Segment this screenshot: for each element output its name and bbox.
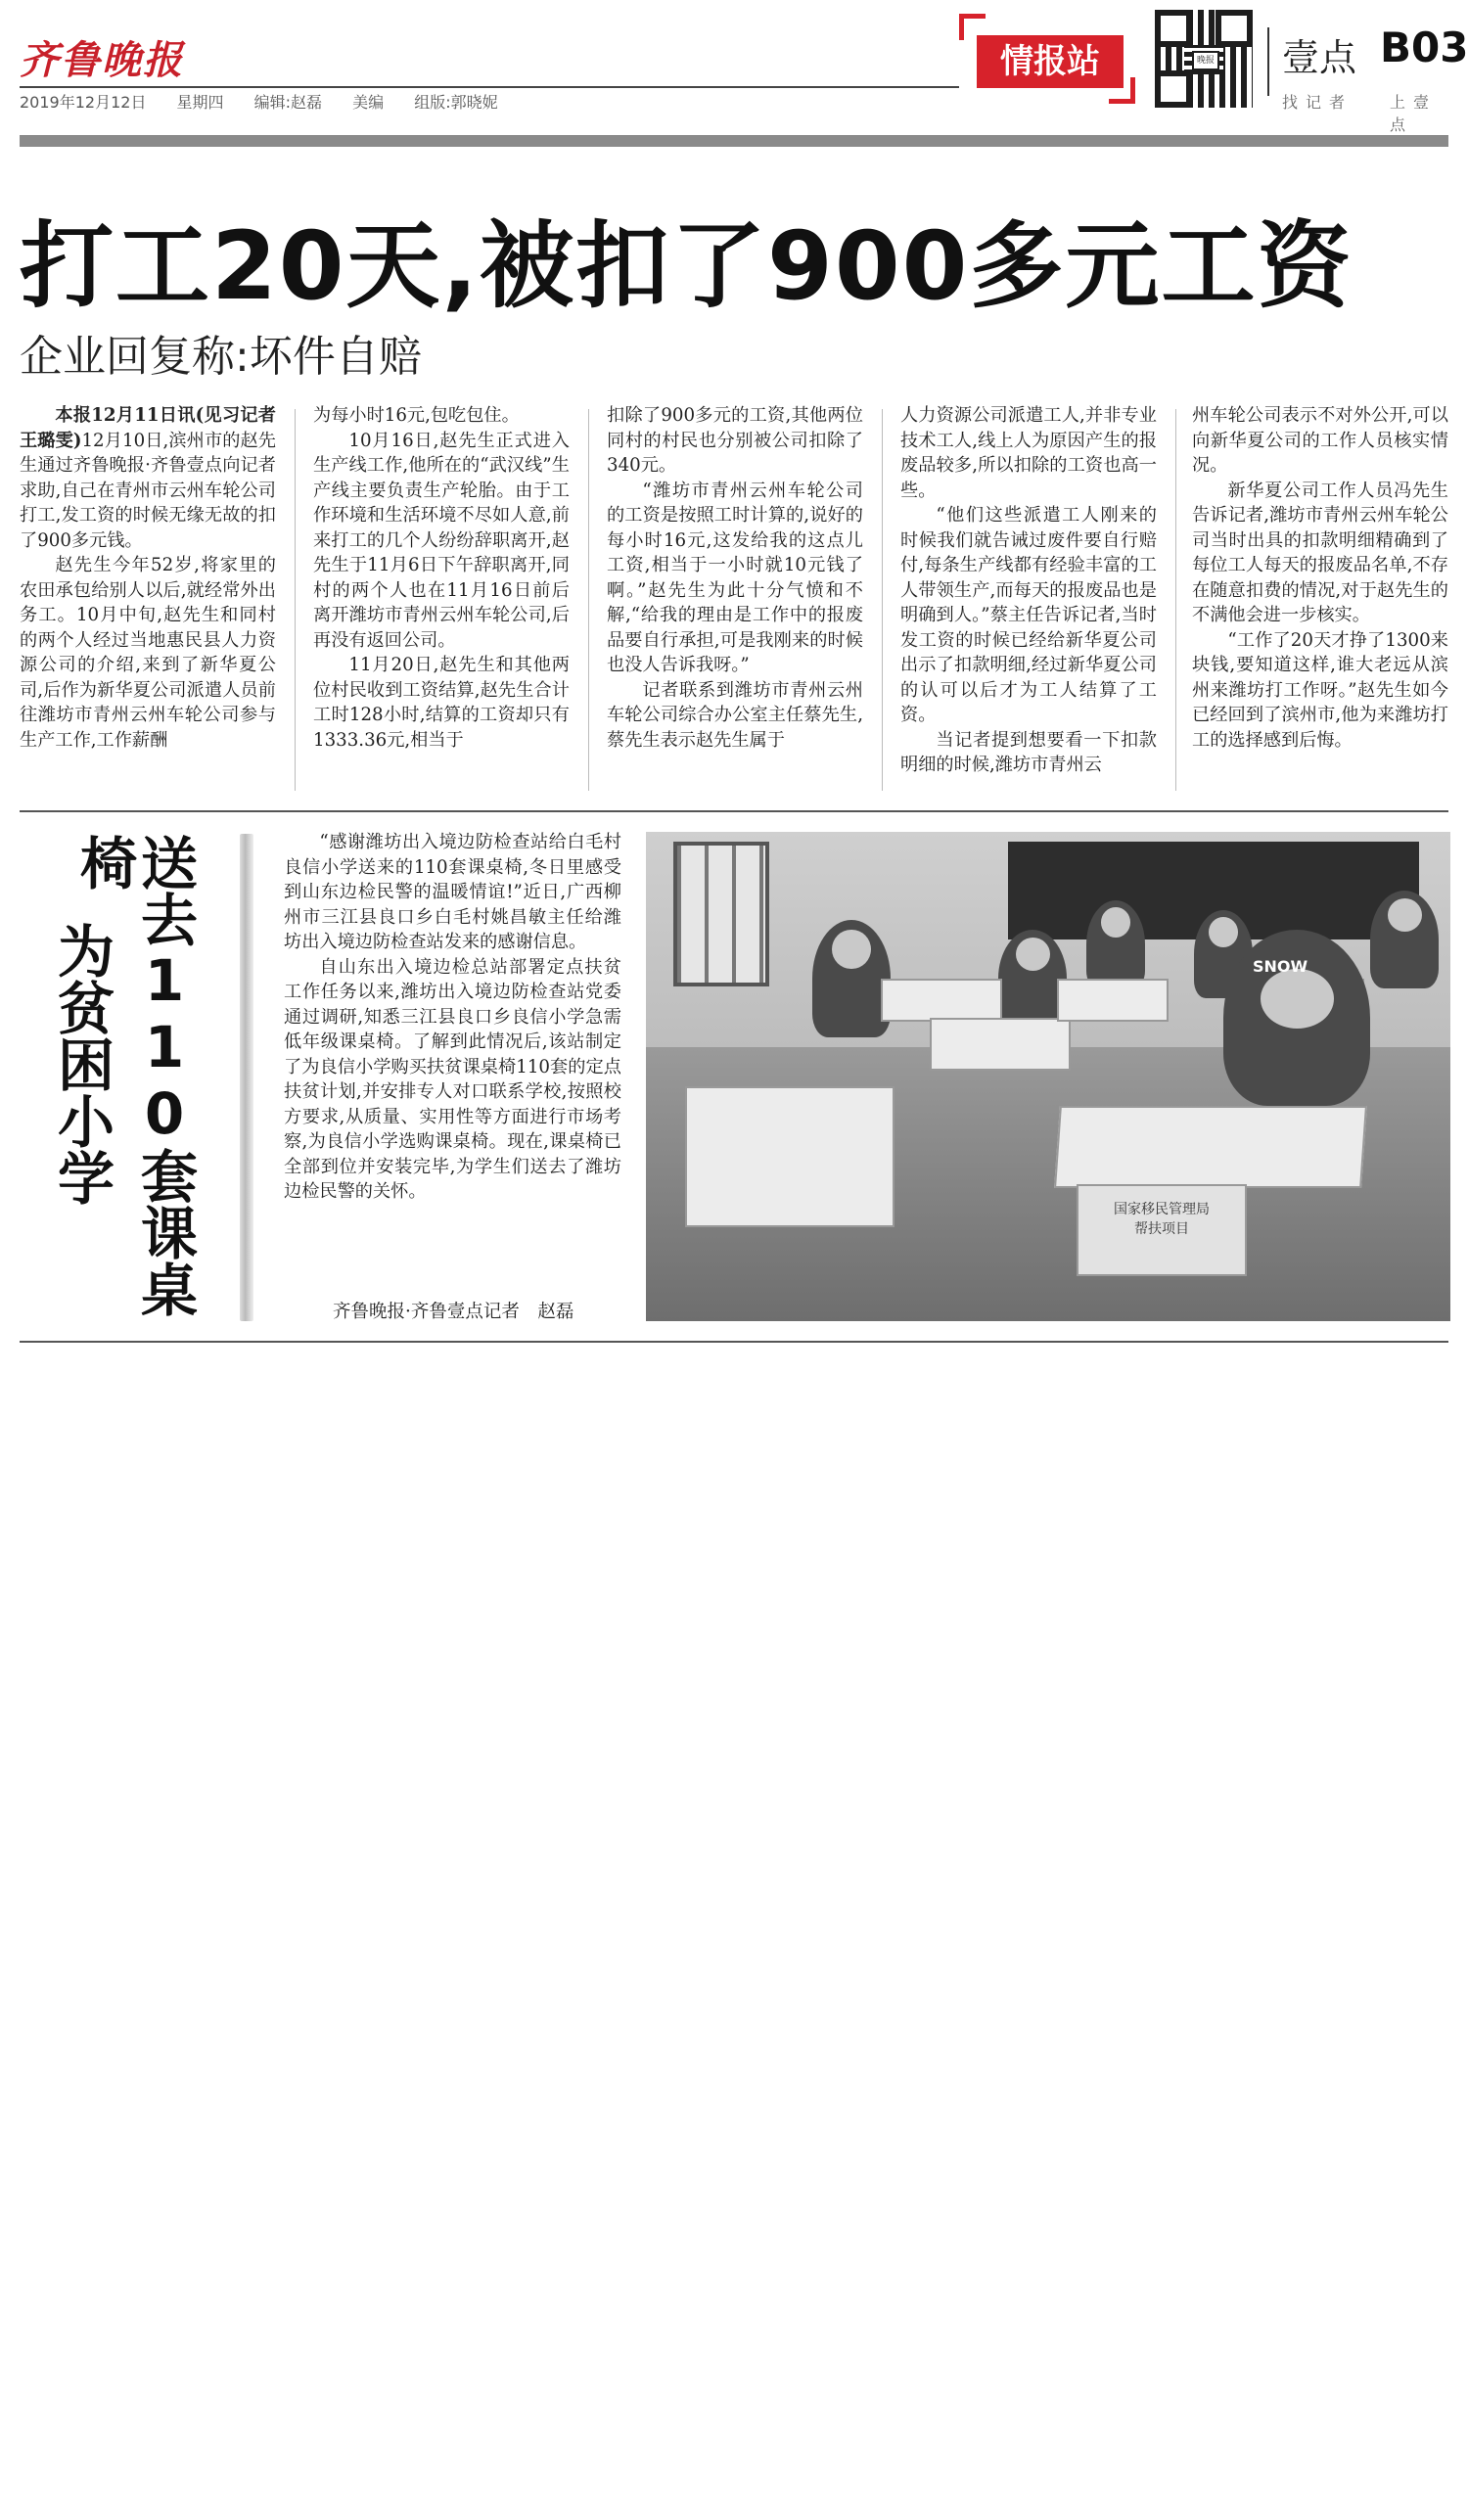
qr-finder-bottom-left	[1155, 70, 1192, 108]
paragraph: 当记者提到想要看一下扣款明细的时候,潍坊市青州云	[900, 729, 1157, 775]
paragraph: 赵先生今年52岁,将家里的农田承包给别人以后,就经常外出务工。10月中旬,赵先生和同村的两个人经过当地惠民县人力资源公司的介绍,来到了新华夏公司,后作为新华夏公司派遣人员前往潍坊市青州云州车轮公司参与生产工作,工作薪酬	[20, 555, 276, 751]
paragraph: “他们这些派遣工人刚来的时候我们就告诫过废件要自行赔付,每条生产线都有经验丰富的工人带领生产,而每天的报废品也是明确到人。”蔡主任告诉记者,当时发工资的时候已经给新华夏公司出示了扣款明细,经过新华夏公司的认可以后才为工人结算了工资。	[900, 505, 1157, 725]
art-editor-credit: 美编	[352, 93, 385, 112]
photo-desk	[1057, 979, 1169, 1022]
qr-center-tag: 晚报	[1192, 51, 1219, 70]
article-column-5	[1192, 403, 1448, 795]
photo-desk	[930, 1018, 1071, 1071]
photo-student-writing	[1223, 930, 1370, 1106]
qr-code-icon[interactable]	[1155, 10, 1253, 108]
photo-student	[1086, 900, 1145, 988]
section-divider	[20, 1341, 1448, 1343]
article-subheadline: 企业回复称:坏件自赔	[20, 332, 422, 382]
paragraph: 人力资源公司派遣工人,并非专业技术工人,线上人为原因产生的报废品较多,所以扣除的工资也高一些。	[900, 405, 1157, 501]
decorative-bar	[240, 834, 253, 1321]
masthead	[20, 0, 1468, 134]
article-column-3	[607, 403, 863, 795]
paragraph: 为每小时16元,包吃包住。	[313, 405, 520, 426]
column-divider	[295, 409, 296, 791]
paragraph: 10月16日,赵先生正式进入生产线工作,他所在的“武汉线”生产线主要负责生产轮胎。由于工作环境和生活环境不尽如人意,前来打工的几个人纷纷辞职离开,赵先生于11月6日下午辞职离开,同村的两个人也在11月16日前后离开潍坊市青州云州车轮公司,后再没有返回公司。	[313, 430, 570, 651]
photo-front-desk-panel	[1077, 1184, 1247, 1276]
article-body	[20, 403, 1448, 795]
photo-window	[673, 842, 769, 986]
section-divider	[20, 810, 1448, 812]
photo-student	[812, 920, 891, 1037]
story2-headline-line-1: 送去110套课桌椅	[70, 834, 198, 1317]
paragraph: 新华夏公司工作人员冯先生告诉记者,潍坊市青州云州车轮公司当时出具的扣款明细精确到了每位工人每天的报废品名单,不存在随意扣费的情况,对于赵先生的不满他会进一步核实。	[1192, 480, 1448, 625]
story2-headline	[29, 834, 235, 1323]
desk-label-line-2: 帮扶项目	[1134, 1221, 1189, 1237]
newspaper-logo: 齐鲁晚报	[20, 37, 184, 83]
article-column-2	[313, 403, 570, 795]
paragraph: 州车轮公司表示不对外公开,可以向新华夏公司的工作人员核实情况。	[1192, 405, 1448, 476]
editor-credit: 编辑:赵磊	[253, 93, 323, 112]
paragraph: 自山东出入境边检总站部署定点扶贫工作任务以来,潍坊出入境边防检查站党委通过调研,知悉三江县良口乡良信小学急需低年级课桌椅。了解到此情况后,该站制定了为良信小学购买扶贫课桌椅110套的定点扶贫计划,并安排专人对口联系学校,按照校方要求,从质量、实用性等方面进行市场考察,为良信小学选购课桌椅。现在,课桌椅已全部到位并安装完毕,为学生们送去了潍坊边检民警的关怀。	[284, 956, 621, 1202]
photo-front-desk	[1054, 1106, 1367, 1188]
issue-weekday: 星期四	[176, 93, 224, 112]
article-headline: 打工20天,被扣了900多元工资	[20, 211, 1353, 321]
column-divider	[1175, 409, 1176, 791]
issue-meta	[20, 90, 516, 113]
photo-student	[1370, 891, 1439, 988]
issue-date: 2019年12月12日	[20, 93, 147, 112]
hat-text: SNOW	[1253, 957, 1308, 976]
page-section-name: 壹点	[1282, 36, 1357, 79]
paragraph: “潍坊市青州云州车轮公司的工资是按照工时计算的,说好的每小时16元,这发给我的这点儿工资,相当于一小时就10元钱了啊。”赵先生为此十分气愤和不解,“给我的理由是工作中的报废品要自行承担,可是我刚来的时候也没人告诉我呀。”	[607, 480, 863, 675]
section-badge	[959, 14, 1135, 104]
section-label: 情报站	[977, 35, 1124, 88]
layout-credit: 组版:郭晓妮	[414, 93, 498, 112]
article-column-4	[900, 403, 1157, 795]
photo-desk	[881, 979, 1002, 1022]
classroom-photo	[646, 832, 1450, 1321]
article-column-1	[20, 403, 276, 795]
photo-desk	[685, 1086, 895, 1227]
tagline-left: 找记者	[1282, 93, 1353, 112]
masthead-rule	[20, 86, 959, 88]
paragraph: 记者联系到潍坊市青州云州车轮公司综合办公室主任蔡先生,蔡先生表示赵先生属于	[607, 679, 863, 751]
column-divider	[882, 409, 883, 791]
article-byline: 本报12月11日讯(见习记者 王璐雯)	[20, 405, 276, 451]
page-number: B03	[1380, 23, 1468, 71]
paragraph: 扣除了900多元的工资,其他两位同村的村民也分别被公司扣除了340元。	[607, 405, 863, 476]
header-band	[20, 135, 1448, 147]
column-divider	[588, 409, 589, 791]
paragraph: 12月10日,滨州市的赵先生通过齐鲁晚报·齐鲁壹点向记者求助,自己在青州市云州车轮公司打工,发工资的时候无缘无故的扣了900多元钱。	[20, 430, 276, 551]
story2-reporter-credit: 齐鲁晚报·齐鲁壹点记者 赵磊	[333, 1302, 574, 1322]
paragraph: “工作了20天才挣了1300来块钱,要知道这样,谁大老远从滨州来潍坊打工作呀。”赵先生如今已经回到了滨州市,他为来潍坊打工的选择感到后悔。	[1192, 629, 1448, 751]
desk-label-line-1: 国家移民管理局	[1114, 1202, 1210, 1217]
paragraph: 11月20日,赵先生和其他两位村民收到工资结算,赵先生合计工时128小时,结算的工资却只有1333.36元,相当于	[313, 655, 570, 751]
paragraph: “感谢潍坊出入境边防检查站给白毛村良信小学送来的110套课桌椅,冬日里感受到山东边检民警的温暖情谊!”近日,广西柳州市三江县良口乡白毛村姚昌敏主任给潍坊出入境边防检查站发来的感谢信息。	[284, 832, 621, 952]
story2-body	[284, 830, 621, 1319]
masthead-divider	[1267, 27, 1269, 96]
story2-headline-line-2: 为贫困小学	[48, 922, 115, 1206]
tagline-right: 上壹点	[1390, 93, 1438, 134]
